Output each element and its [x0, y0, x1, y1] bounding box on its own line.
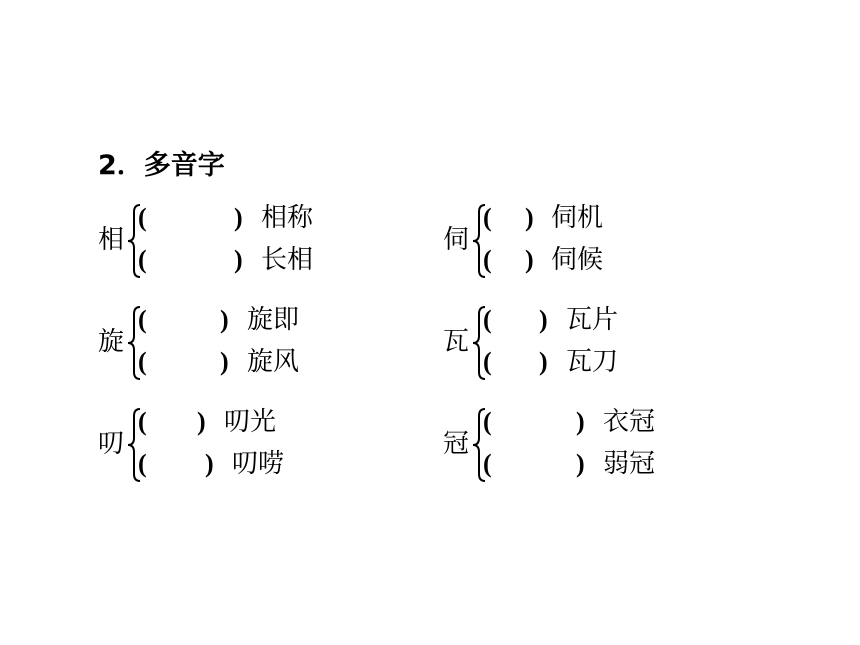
- close-paren: ): [576, 449, 585, 478]
- open-paren: (: [138, 407, 147, 436]
- close-paren: ): [576, 407, 585, 436]
- polyphone-group: [443, 300, 663, 384]
- close-paren: ): [205, 449, 214, 478]
- close-paren: ): [197, 407, 206, 436]
- example-word: 伺候: [551, 245, 604, 275]
- example-word: 叨唠: [232, 449, 285, 479]
- open-paren: (: [483, 245, 492, 274]
- open-paren: (: [138, 449, 147, 478]
- example-word: 伺机: [551, 203, 604, 233]
- example-word: 弱冠: [603, 449, 656, 479]
- close-paren: ): [234, 245, 243, 274]
- close-paren: ): [234, 203, 243, 232]
- polyphone-group: [443, 402, 683, 486]
- close-paren: ): [539, 347, 548, 376]
- polyphone-group: [443, 198, 643, 282]
- example-word: 相称: [261, 203, 314, 233]
- close-paren: ): [220, 305, 229, 334]
- close-paren: ): [539, 305, 548, 334]
- example-word: 瓦片: [566, 305, 619, 335]
- open-paren: (: [138, 245, 147, 274]
- open-paren: (: [483, 203, 492, 232]
- close-paren: ): [220, 347, 229, 376]
- polyphone-group: [98, 402, 308, 486]
- open-paren: (: [483, 407, 492, 436]
- example-word: 旋风: [247, 347, 300, 377]
- open-paren: (: [483, 347, 492, 376]
- example-word: 叨光: [224, 407, 277, 437]
- polyphone-group: [98, 300, 328, 384]
- open-paren: (: [138, 347, 147, 376]
- polyphone-character: 伺: [443, 225, 470, 255]
- section-heading: 2．多音字: [98, 150, 225, 181]
- example-word: 长相: [261, 245, 314, 275]
- open-paren: (: [483, 305, 492, 334]
- open-paren: (: [483, 449, 492, 478]
- polyphone-group: [98, 198, 338, 282]
- example-word: 衣冠: [603, 407, 656, 437]
- example-word: 旋即: [247, 305, 300, 335]
- open-paren: (: [138, 203, 147, 232]
- close-paren: ): [525, 203, 534, 232]
- polyphone-character: 冠: [443, 429, 470, 459]
- example-word: 瓦刀: [566, 347, 619, 377]
- polyphone-character: 叨: [98, 429, 125, 459]
- open-paren: (: [138, 305, 147, 334]
- polyphone-character: 旋: [98, 327, 125, 357]
- polyphone-character: 相: [98, 225, 125, 255]
- close-paren: ): [525, 245, 534, 274]
- polyphone-character: 瓦: [443, 327, 470, 357]
